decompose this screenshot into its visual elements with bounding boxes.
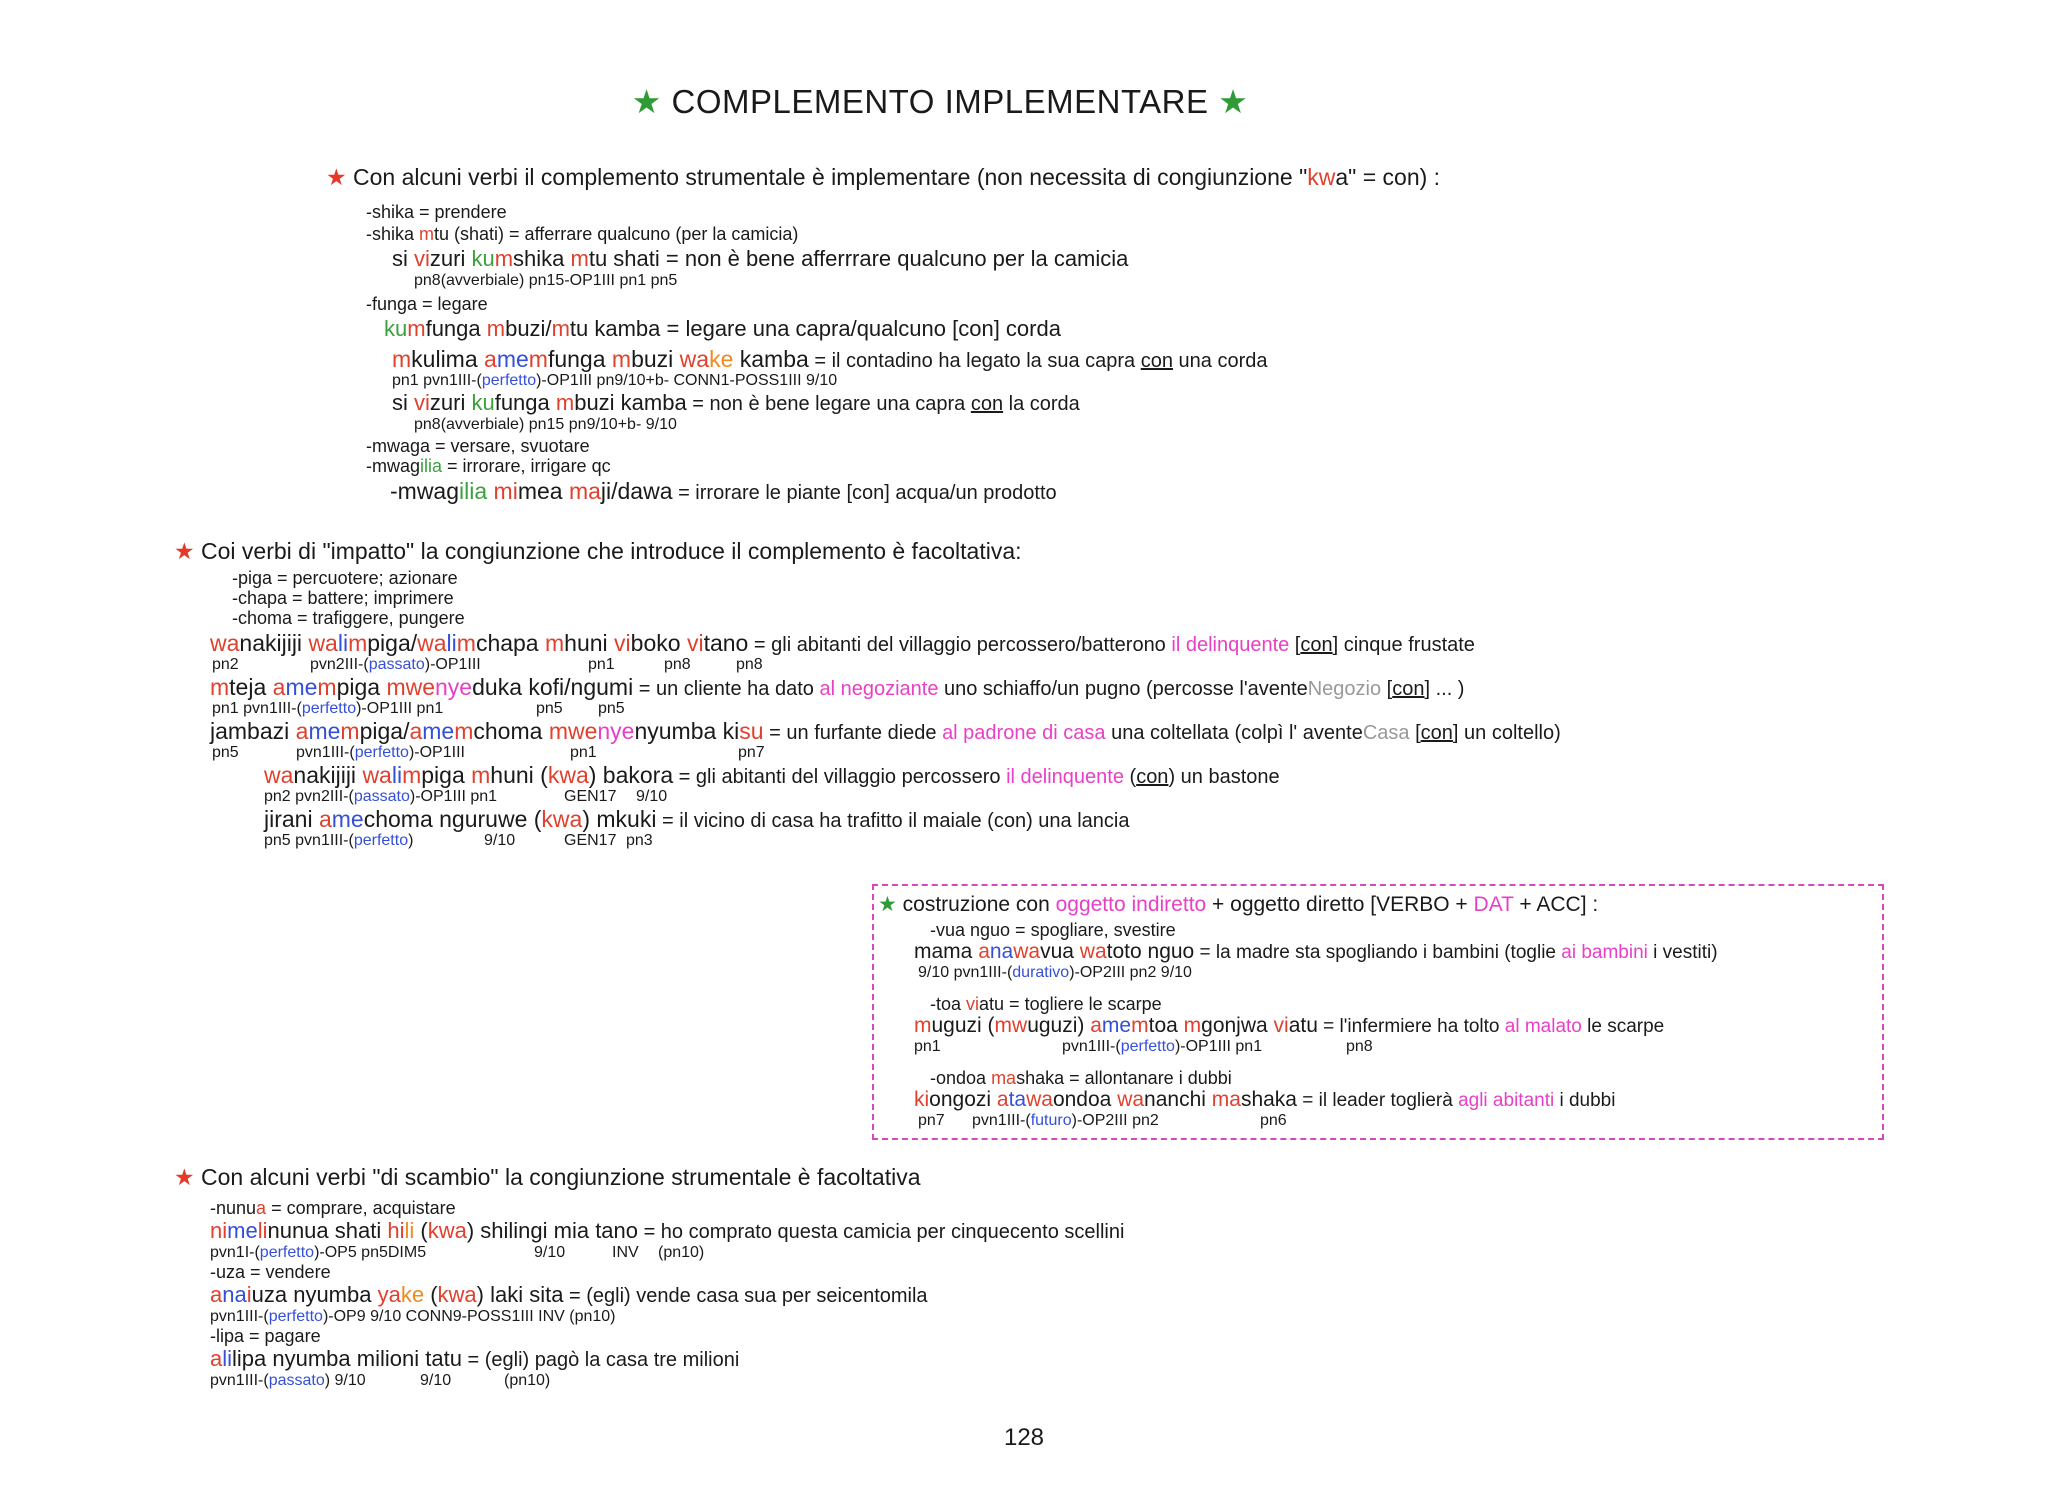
definition: -mwaga = versare, svuotare: [366, 436, 590, 456]
gloss: pvn1III-(perfetto)-OP1III: [296, 744, 465, 761]
page-title: [0, 82, 1880, 121]
definition: -vua nguo = spogliare, svestire: [930, 920, 1176, 940]
star-icon: ★: [326, 164, 347, 190]
example-sentence: mteja amempiga mwenyeduka kofi/ngumi = un cliente ha dato al negoziante uno schiaffo/un pugno (percosse l'aventeNegozio [con] ... ): [210, 674, 1465, 700]
star-icon: ★: [174, 538, 195, 564]
example-sentence: wanakijiji walimpiga mhuni (kwa) bakora = gli abitanti del villaggio percossero il delinquente (con) un bastone: [264, 762, 1280, 788]
gloss: pn1: [914, 1038, 941, 1055]
gloss: pn8: [736, 656, 763, 673]
gloss: pvn1III-(perfetto)-OP1III pn1: [1062, 1038, 1263, 1055]
example-sentence: nimelinunua shati hili (kwa) shilingi mia tano = ho comprato questa camicia per cinquecento scellini: [210, 1218, 1125, 1243]
gloss: pn6: [1260, 1112, 1287, 1129]
gloss: pn2 pvn2III-(passato)-OP1III pn1: [264, 788, 498, 805]
star-icon: ★: [1218, 83, 1249, 120]
gloss: 9/10 pvn1III-(durativo)-OP2III pn2 9/10: [918, 964, 1192, 981]
gloss: pn5: [598, 700, 625, 717]
definition: -uza = vendere: [210, 1262, 331, 1282]
gloss: 9/10: [534, 1244, 566, 1261]
gloss: pn8(avverbiale) pn15-OP1III pn1 pn5: [414, 272, 678, 289]
gloss: pvn1I-(perfetto)-OP5 pn5DIM5: [210, 1244, 427, 1261]
page-number: 128: [1003, 1424, 1045, 1451]
gloss: INV: [612, 1244, 639, 1261]
gloss: pn2: [212, 656, 239, 673]
example-sentence: jirani amechoma nguruwe (kwa) mkuki = il vicino di casa ha trafitto il maiale (con) una lancia: [264, 806, 1130, 832]
gloss: pvn2III-(passato)-OP1III: [310, 656, 481, 673]
star-icon: ★: [878, 893, 897, 916]
section3-header: ★ Con alcuni verbi "di scambio" la congiunzione strumentale è facoltativa: [174, 1164, 921, 1190]
gloss: pn5: [212, 744, 239, 761]
example-sentence: anaiuza nyumba yake (kwa) laki sita = (egli) vende casa sua per seicentomila: [210, 1282, 928, 1307]
example-sentence: -mwagilia mimea maji/dawa = irrorare le piante [con] acqua/un prodotto: [390, 478, 1057, 504]
title-text: COMPLEMENTO IMPLEMENTARE: [671, 83, 1209, 120]
star-icon: ★: [631, 83, 662, 120]
gloss: pn7: [738, 744, 765, 761]
box-header: ★ costruzione con oggetto indiretto + oggetto diretto [VERBO + DAT + ACC] :: [878, 893, 1599, 916]
gloss: GEN17: [564, 832, 617, 849]
definition: -toa viatu = togliere le scarpe: [930, 994, 1162, 1014]
example-sentence: si vizuri kumshika mtu shati = non è bene afferrrare qualcuno per la camicia: [392, 246, 1129, 271]
example-sentence: alilipa nyumba milioni tatu = (egli) pagò la casa tre milioni: [210, 1346, 740, 1371]
gloss: pvn1III-(futuro)-OP2III pn2: [972, 1112, 1159, 1129]
example-sentence: kumfunga mbuzi/mtu kamba = legare una capra/qualcuno [con] corda: [384, 316, 1061, 341]
gloss: 9/10: [484, 832, 516, 849]
gloss: pn1: [570, 744, 597, 761]
gloss: pn7: [918, 1112, 945, 1129]
section2-header: ★ Coi verbi di "impatto" la congiunzione che introduce il complemento è facoltativa:: [174, 538, 1022, 564]
example-sentence: mkulima amemfunga mbuzi wake kamba = il contadino ha legato la sua capra con una corda: [392, 346, 1268, 372]
section1-header: ★ Con alcuni verbi il complemento strumentale è implementare (non necessita di congiunzione "kwa" = con) :: [326, 164, 1441, 190]
gloss: pn1 pvn1III-(perfetto)-OP1III pn1: [212, 700, 444, 717]
gloss: pvn1III-(passato) 9/10: [210, 1372, 366, 1389]
gloss: pn8: [664, 656, 691, 673]
gloss: pn1 pvn1III-(perfetto)-OP1III pn9/10+b- CONN1-POSS1III 9/10: [392, 372, 838, 389]
definition: -chapa = battere; imprimere: [232, 588, 454, 608]
example-sentence: jambazi amempiga/amemchoma mwenyenyumba kisu = un furfante diede al padrone di casa una coltellata (colpì l' aventeCasa [con] un coltello): [210, 718, 1561, 744]
gloss: GEN17: [564, 788, 617, 805]
gloss: (pn10): [658, 1244, 705, 1261]
definition: -mwagilia = irrorare, irrigare qc: [366, 456, 611, 476]
definition: -shika = prendere: [366, 202, 507, 222]
example-sentence: si vizuri kufunga mbuzi kamba = non è bene legare una capra con la corda: [392, 390, 1080, 415]
example-sentence: muguzi (mwuguzi) amemtoa mgonjwa viatu = l'infermiere ha tolto al malato le scarpe: [914, 1014, 1665, 1037]
definition: -ondoa mashaka = allontanare i dubbi: [930, 1068, 1232, 1088]
gloss: pn8: [1346, 1038, 1373, 1055]
definition: -lipa = pagare: [210, 1326, 321, 1346]
gloss: pn3: [626, 832, 653, 849]
example-sentence: mama anawavua watoto nguo = la madre sta spogliando i bambini (toglie ai bambini i vestiti): [914, 940, 1718, 963]
gloss: pn5 pvn1III-(perfetto): [264, 832, 414, 849]
definition: -nunua = comprare, acquistare: [210, 1198, 456, 1218]
gloss: pvn1III-(perfetto)-OP9 9/10 CONN9-POSS1III INV (pn10): [210, 1308, 616, 1325]
gloss: pn8(avverbiale) pn15 pn9/10+b- 9/10: [414, 416, 677, 433]
gloss: pn1: [588, 656, 615, 673]
example-sentence: wanakijiji walimpiga/walimchapa mhuni viboko vitano = gli abitanti del villaggio percossero/batterono il delinquente [con] cinque frustate: [210, 630, 1475, 656]
gloss: 9/10: [420, 1372, 452, 1389]
gloss: 9/10: [636, 788, 668, 805]
definition: -choma = trafiggere, pungere: [232, 608, 465, 628]
definition: -funga = legare: [366, 294, 488, 314]
example-sentence: kiongozi atawaondoa wananchi mashaka = il leader toglierà agli abitanti i dubbi: [914, 1088, 1616, 1111]
gloss: (pn10): [504, 1372, 551, 1389]
definition: -piga = percuotere; azionare: [232, 568, 458, 588]
star-icon: ★: [174, 1164, 195, 1190]
gloss: pn5: [536, 700, 563, 717]
definition: -shika mtu (shati) = afferrare qualcuno (per la camicia): [366, 224, 799, 244]
